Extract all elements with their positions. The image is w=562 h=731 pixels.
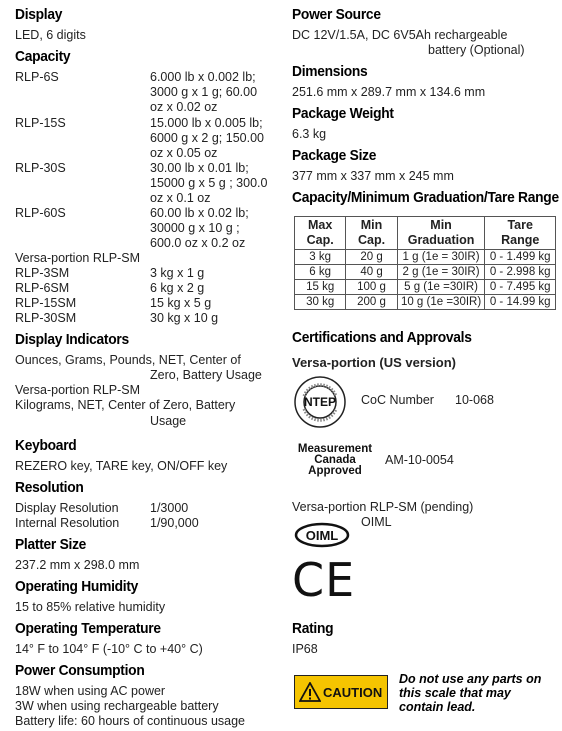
- operating-temperature-heading: Operating Temperature: [15, 620, 161, 637]
- model-capacity-line: 6.000 lb x 0.002 lb;: [150, 70, 256, 84]
- table-cell: 15 kg: [295, 280, 346, 295]
- table-row: [295, 295, 556, 310]
- table-row: [295, 280, 556, 295]
- resolution-label: Internal Resolution: [15, 516, 120, 530]
- power-consumption-heading: Power Consumption: [15, 662, 145, 679]
- model-capacity-line: 15000 g x 5 g ; 300.0: [150, 176, 268, 190]
- model-capacity-line: 30000 g x 10 g ;: [150, 221, 240, 235]
- model-capacity-line: 6000 g x 2 g; 150.00: [150, 131, 264, 145]
- rating-heading: Rating: [292, 620, 334, 637]
- measurement-canada-logo-icon: [294, 444, 376, 477]
- capacity-table: [294, 216, 556, 310]
- model-capacity: 3 kg x 1 g: [150, 266, 205, 280]
- header-label: Max Cap.: [306, 218, 334, 247]
- ntep-logo-icon: [294, 376, 346, 428]
- capacity-heading: Capacity: [15, 48, 71, 65]
- versa-portion-label: Versa-portion RLP-SM: [15, 251, 141, 265]
- table-header-cell: [397, 217, 485, 250]
- table-header-cell: [485, 217, 556, 250]
- versa-pending-label: Versa-portion RLP-SM (pending): [292, 500, 474, 514]
- mc-logo-line: Canada: [314, 454, 356, 466]
- model-capacity: 6 kg x 2 g: [150, 281, 205, 295]
- model-capacity-line: oz x 0.02 oz: [150, 100, 218, 114]
- ce-mark-icon: CE: [292, 553, 356, 607]
- package-weight-value: 6.3 kg: [292, 127, 327, 141]
- table-cell: 5 g (1e =30IR): [397, 280, 485, 295]
- model-capacity-line: 30.00 lb x 0.01 lb;: [150, 161, 249, 175]
- resolution-value: 1/3000: [150, 501, 189, 515]
- lead-warning-text: Do not use any parts on this scale that may contain lead.: [399, 672, 542, 714]
- model-capacity: 15 kg x 5 g: [150, 296, 212, 310]
- table-header-cell: [295, 217, 346, 250]
- model-capacity-line: 3000 g x 1 g; 60.00: [150, 85, 258, 99]
- model-name: RLP-3SM: [15, 266, 70, 280]
- model-capacity: 30 kg x 10 g: [150, 311, 219, 325]
- table-cell: 6 kg: [295, 265, 346, 280]
- package-weight-heading: Package Weight: [292, 105, 394, 122]
- operating-humidity-heading: Operating Humidity: [15, 578, 139, 595]
- platter-size-heading: Platter Size: [15, 536, 87, 553]
- platter-size-value: 237.2 mm x 298.0 mm: [15, 558, 140, 572]
- coc-label: CoC Number: [361, 393, 434, 407]
- model-capacity-line: 15.000 lb x 0.005 lb;: [150, 116, 263, 130]
- table-cell: 2 g (1e = 30IR): [397, 265, 485, 280]
- model-name: RLP-30SM: [15, 311, 77, 325]
- power-consumption-line: Battery life: 60 hours of continuous usage: [15, 714, 246, 728]
- caution-label: CAUTION: [323, 685, 383, 700]
- table-cell: 1 g (1e = 30IR): [397, 250, 485, 265]
- model-capacity-line: 600.0 oz x 0.2 oz: [150, 236, 246, 250]
- table-cell: 0 - 7.495 kg: [485, 280, 556, 295]
- model-name: RLP-30S: [15, 161, 66, 175]
- mc-logo-line: Measurement: [297, 443, 373, 455]
- power-source-line: battery (Optional): [428, 43, 525, 57]
- indicators-line: Ounces, Grams, Pounds, NET, Center of: [15, 353, 241, 367]
- capacity-table-heading: Capacity/Minimum Graduation/Tare Range: [292, 189, 559, 206]
- header-label: Tare Range: [501, 218, 540, 247]
- oiml-value: OIML: [361, 515, 392, 529]
- warning-triangle-icon: [299, 682, 321, 702]
- model-name: RLP-6SM: [15, 281, 70, 295]
- keyboard-value: REZERO key, TARE key, ON/OFF key: [15, 459, 228, 473]
- table-cell: 10 g (1e =30IR): [397, 295, 485, 310]
- resolution-value: 1/90,000: [150, 516, 199, 530]
- power-source-line: DC 12V/1.5A, DC 6V5Ah rechargeable: [292, 28, 508, 42]
- model-capacity-line: 60.00 lb x 0.02 lb;: [150, 206, 249, 220]
- indicators-line: Kilograms, NET, Center of Zero, Battery: [15, 398, 236, 412]
- table-header-row: [295, 217, 556, 250]
- keyboard-heading: Keyboard: [15, 437, 77, 454]
- table-cell: 0 - 14.99 kg: [485, 295, 556, 310]
- package-size-value: 377 mm x 337 mm x 245 mm: [292, 169, 454, 183]
- table-cell: 0 - 2.998 kg: [485, 265, 556, 280]
- coc-value: 10-068: [455, 393, 494, 407]
- ntep-logo-text: NTEP: [303, 395, 337, 409]
- model-capacity-line: oz x 0.05 oz: [150, 146, 218, 160]
- dimensions-value: 251.6 mm x 289.7 mm x 134.6 mm: [292, 85, 486, 99]
- display-indicators-heading: Display Indicators: [15, 331, 129, 348]
- model-capacity-line: oz x 0.1 oz: [150, 191, 211, 205]
- table-cell: 30 kg: [295, 295, 346, 310]
- model-name: RLP-60S: [15, 206, 66, 220]
- table-cell: 0 - 1.499 kg: [485, 250, 556, 265]
- operating-humidity-value: 15 to 85% relative humidity: [15, 600, 166, 614]
- model-name: RLP-15S: [15, 116, 66, 130]
- caution-badge: [294, 675, 388, 709]
- certifications-heading: Certifications and Approvals: [292, 329, 472, 346]
- power-source-heading: Power Source: [292, 6, 381, 23]
- table-cell: 3 kg: [295, 250, 346, 265]
- display-heading: Display: [15, 6, 63, 23]
- rating-value: IP68: [292, 642, 318, 656]
- indicators-line: Zero, Battery Usage: [150, 368, 262, 382]
- table-cell: 40 g: [346, 265, 397, 280]
- mc-approval-value: AM-10-0054: [385, 453, 454, 467]
- power-consumption-line: 3W when using rechargeable battery: [15, 699, 219, 713]
- power-consumption-line: 18W when using AC power: [15, 684, 166, 698]
- table-cell: 200 g: [346, 295, 397, 310]
- oiml-logo-icon: [294, 522, 350, 548]
- package-size-heading: Package Size: [292, 147, 377, 164]
- resolution-label: Display Resolution: [15, 501, 119, 515]
- mc-logo-line: Approved: [308, 465, 362, 477]
- resolution-heading: Resolution: [15, 479, 84, 496]
- indicators-line: Usage: [150, 414, 187, 428]
- table-header-cell: [346, 217, 397, 250]
- display-value: LED, 6 digits: [15, 28, 86, 42]
- oiml-logo-text: OIML: [305, 528, 339, 543]
- header-label: Min Graduation: [407, 218, 475, 247]
- dimensions-heading: Dimensions: [292, 63, 368, 80]
- model-name: RLP-15SM: [15, 296, 77, 310]
- certifications-subheading: Versa-portion (US version): [292, 355, 456, 370]
- table-cell: 20 g: [346, 250, 397, 265]
- table-row: [295, 265, 556, 280]
- operating-temperature-value: 14° F to 104° F (-10° C to +40° C): [15, 642, 203, 656]
- header-label: Min Cap.: [357, 218, 386, 247]
- table-row: [295, 250, 556, 265]
- table-cell: 100 g: [346, 280, 397, 295]
- model-name: RLP-6S: [15, 70, 59, 84]
- versa-portion-label: Versa-portion RLP-SM: [15, 383, 141, 397]
